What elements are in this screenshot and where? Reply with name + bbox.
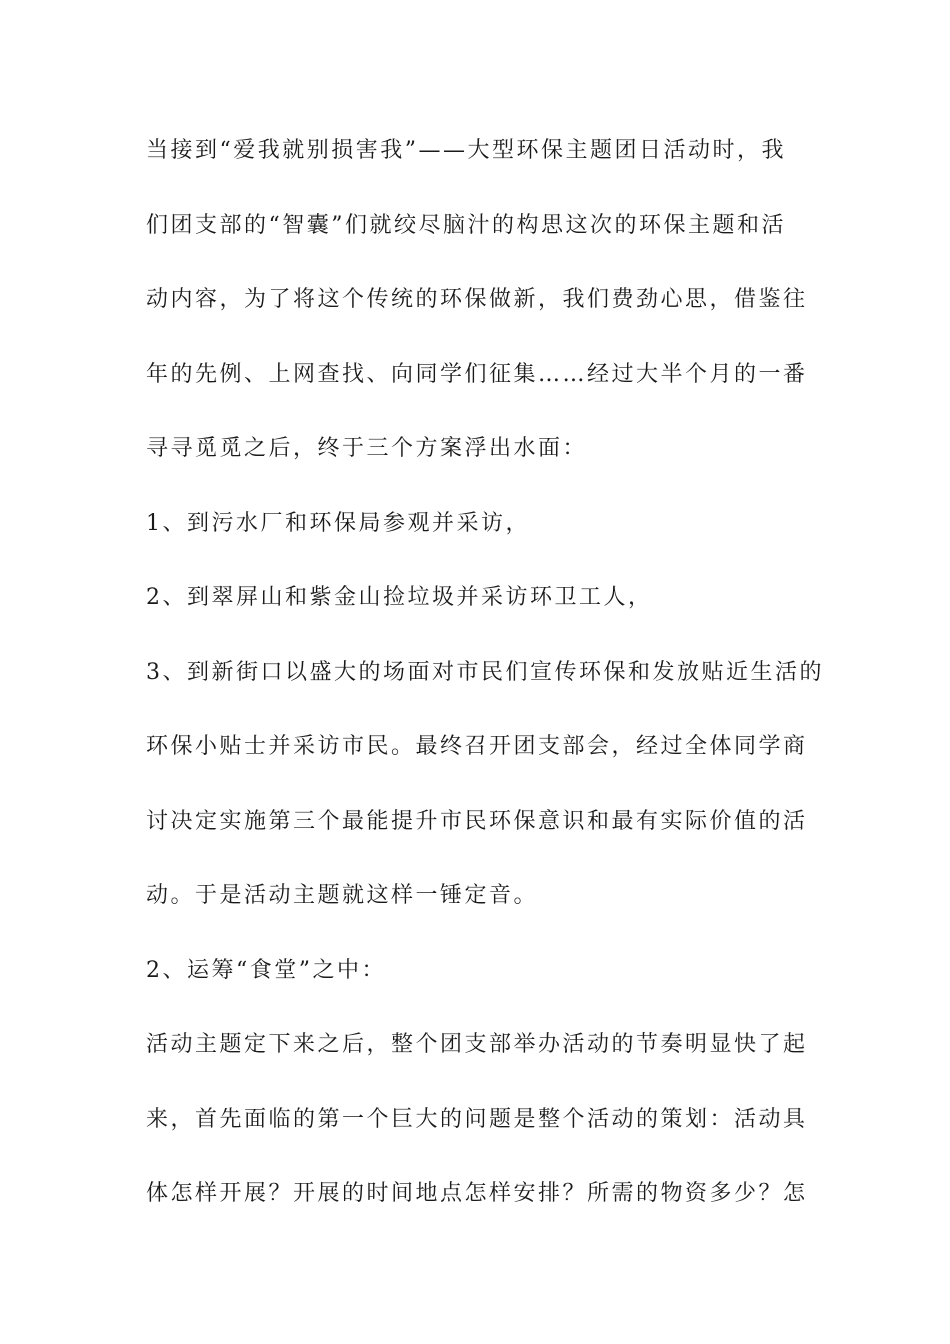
text-line: 环保小贴士并采访市民。最终召开团支部会，经过全体同学商: [146, 734, 808, 759]
text-line: 动内容，为了将这个传统的环保做新，我们费劲心思，借鉴往: [146, 287, 808, 312]
section-heading: 2、运筹“食堂”之中：: [146, 957, 386, 983]
list-item-3: 3、到新街口以盛大的场面对市民们宣传环保和发放贴近生活的: [146, 659, 824, 685]
text-line: 体怎样开展？开展的时间地点怎样安排？所需的物资多少？怎: [146, 1181, 808, 1206]
text-line: 们团支部的“智囊”们就绞尽脑汁的构思这次的环保主题和活: [146, 212, 786, 238]
text-line: 当接到“爱我就别损害我”——大型环保主题团日活动时，我: [146, 138, 786, 163]
text-line: 活动主题定下来之后，整个团支部举办活动的节奏明显快了起: [146, 1032, 808, 1057]
text-line: 年的先例、上网查找、向同学们征集……经过大半个月的一番: [146, 361, 808, 387]
list-item-1: 1、到污水厂和环保局参观并采访，: [146, 510, 530, 536]
text-line: 讨决定实施第三个最能提升市民环保意识和最有实际价值的活: [146, 808, 808, 834]
text-line: 动。于是活动主题就这样一锤定音。: [146, 883, 539, 908]
document-body: [146, 132, 824, 1250]
text-line: 来，首先面临的第一个巨大的问题是整个活动的策划：活动具: [146, 1106, 808, 1132]
list-item-2: 2、到翠屏山和紫金山捡垃圾并采访环卫工人，: [146, 585, 653, 610]
text-line: 寻寻觅觅之后，终于三个方案浮出水面：: [146, 436, 588, 461]
